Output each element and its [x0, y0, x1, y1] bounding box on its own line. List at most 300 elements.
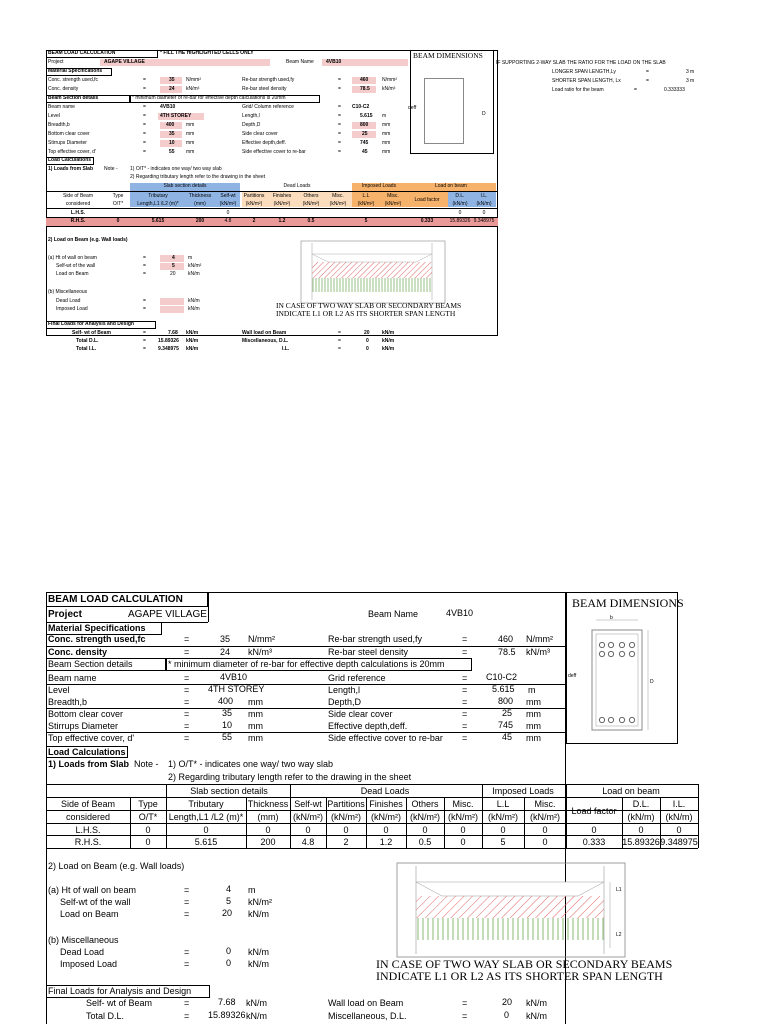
rebar-strength-label: Re-bar strength used,fy: [242, 77, 295, 83]
wall-heading: 2) Load on Beam (e.g. Wall loads): [48, 237, 128, 243]
col-finishes: Finishes: [369, 799, 403, 809]
unit-oth: (kN/m²): [410, 812, 440, 822]
conc-strength-unit: N/mm²: [186, 77, 201, 83]
col-imisc: Misc.: [387, 193, 399, 199]
mm: mm: [248, 721, 263, 731]
slab-heading: 1) Loads from Slab: [48, 759, 130, 769]
misc-heading: (b) Miscellaneous: [48, 935, 119, 945]
final-total-dl-label: Total D.L.: [76, 338, 99, 344]
col-type-1: Type: [112, 193, 124, 199]
wall-load-label: Load on Beam: [56, 271, 89, 277]
breadth-value: 400: [166, 122, 175, 128]
final-misc-dl-label: Miscellaneous, D.L.: [328, 1011, 407, 1021]
breadth-label: Breadth,b: [48, 122, 70, 128]
imposed-group-label: Imposed Loads: [492, 786, 554, 796]
eq: =: [184, 697, 190, 707]
imposed-group-label: Imposed Loads: [361, 183, 397, 189]
grid-line: [46, 684, 566, 685]
eq: =: [646, 69, 649, 75]
grid-line: [482, 784, 483, 848]
lhs-imisc: 0: [542, 825, 548, 835]
eq: =: [143, 298, 146, 304]
grid-line: [290, 784, 291, 848]
mm: mm: [382, 140, 391, 146]
length-value: 5.615: [360, 113, 373, 119]
col-misc: Misc.: [452, 799, 474, 809]
beam-dimensions-title: BEAM DIMENSIONS: [413, 51, 483, 60]
grid-line: [46, 797, 698, 798]
final-wall-value: 20: [364, 330, 370, 336]
stirrups-value: 10: [222, 720, 233, 730]
eq: =: [338, 149, 341, 155]
note-1: 1) O/T* - indicates one way/ two way slab: [168, 759, 334, 769]
eq: =: [143, 104, 146, 110]
unit-fin: (kN/m²): [371, 812, 401, 822]
rhs-selfwt: 4.8: [301, 837, 315, 847]
beam-section-drawing: [566, 612, 678, 742]
rhs-imisc: 0: [542, 837, 548, 847]
rhs-trib: 5.615: [151, 218, 165, 224]
dead-load-value: 0: [226, 946, 232, 956]
section-note: * minimum diameter of re-bar for effective depth calculations is 20mm: [168, 659, 445, 669]
stirrups-value: 10: [169, 140, 175, 146]
length-value: 5.615: [492, 684, 515, 694]
rebar-density-unit: kN/m³: [526, 647, 550, 657]
deff-label: deff: [568, 673, 577, 679]
eq: =: [462, 634, 468, 644]
conc-strength-value: 35: [169, 77, 175, 83]
conc-strength-label: Conc. strength used,fc: [48, 634, 146, 644]
eq: =: [184, 647, 190, 657]
eff-depth-label: Effective depth,deff.: [328, 721, 408, 731]
wall-load-unit: kN/m: [188, 271, 200, 277]
depth-label: Depth,D: [328, 697, 362, 707]
col-dl: D.L.: [632, 799, 650, 809]
unit-oth: (kN/m²): [302, 201, 320, 207]
grid-line: [46, 823, 698, 824]
bottom-cover-value: 35: [169, 131, 175, 137]
unit: kN/m: [186, 330, 199, 336]
slab-heading: 1) Loads from Slab: [48, 166, 94, 172]
eq: =: [143, 338, 146, 344]
drawing-caption-2: INDICATE L1 OR L2 AS ITS SHORTER SPAN LENGTH: [276, 309, 456, 318]
grid-line: [46, 848, 698, 849]
grid-line: [524, 797, 525, 848]
col-imisc: Misc.: [534, 799, 556, 809]
rhs-type: 0: [116, 218, 120, 224]
lhs-side: L.H.S.: [75, 825, 101, 835]
eq: =: [462, 673, 468, 683]
grid-label: Grid reference: [328, 673, 386, 683]
unit-il: (kN/m): [665, 812, 693, 822]
mm: mm: [248, 697, 263, 707]
dead-load-label: Dead Load: [56, 298, 81, 304]
eq: =: [143, 149, 146, 155]
rebar-strength-value: 460: [360, 77, 369, 83]
grid-line: [46, 708, 566, 709]
eq: =: [338, 338, 341, 344]
col-side-2: considered: [65, 812, 111, 822]
col-il: I.L.: [480, 193, 488, 199]
col-loadfactor: Load factor: [414, 197, 440, 203]
eq: =: [462, 685, 468, 695]
unit: kN/m: [382, 346, 395, 352]
deff-label: deff: [408, 105, 417, 111]
lhs-side: L.H.S.: [70, 210, 86, 216]
lhs-dl: 0: [458, 210, 462, 216]
imposed-load-value: 0: [226, 958, 232, 968]
conc-density-value: 24: [169, 86, 175, 92]
conc-density-value: 24: [220, 647, 231, 657]
rebar-density-value: 78.5: [498, 647, 516, 657]
eq: =: [143, 346, 146, 352]
col-selfwt: Self-wt: [294, 799, 322, 809]
top-eff-label: Top effective cover, d': [48, 149, 96, 155]
grid-line: [246, 797, 247, 848]
col-ll: L.L: [496, 799, 510, 809]
beam-name-label: Beam Name: [286, 59, 314, 65]
unit-fin: (kN/m²): [273, 201, 291, 207]
conc-strength-label: Conc. strength used,fc: [48, 77, 99, 83]
grid-line: [130, 797, 131, 848]
eq: =: [143, 122, 146, 128]
eq: =: [338, 77, 341, 83]
section-heading: Beam Section details: [48, 659, 133, 669]
unit-misc: (kN/m²): [329, 201, 347, 207]
final-total-il-value: 9.348975: [158, 346, 179, 352]
grid-line: [326, 797, 327, 848]
unit: kN/m: [382, 330, 395, 336]
fill-note: * FILL THE HIGHLIGHTED CELLS ONLY: [160, 50, 254, 56]
eq: =: [184, 1011, 190, 1021]
conc-density-unit: kN/m³: [248, 647, 272, 657]
lhs-fin: 0: [383, 825, 389, 835]
ratio-label: Load ratio for the beam: [552, 87, 604, 93]
col-trib-2: Length,L1 /L2 (m)*: [137, 201, 179, 207]
level-label: Level: [48, 685, 70, 695]
col-others: Others: [303, 193, 319, 199]
col-trib-1: Tributary: [188, 799, 224, 809]
eq: =: [143, 271, 146, 277]
top-eff-value: 55: [222, 732, 233, 742]
grid-line: [622, 797, 623, 848]
final-selfwt-value: 7.68: [168, 330, 178, 336]
rebar-density-label: Re-bar steel density: [328, 647, 409, 657]
breadth-dim-label: b: [610, 615, 613, 621]
wall-heading: 2) Load on Beam (e.g. Wall loads): [48, 861, 185, 871]
top-eff-label: Top effective cover, d': [48, 733, 135, 743]
grid-value: C10-C2: [352, 104, 370, 110]
wall-selfwt-label: Self-wt of the wall: [60, 897, 131, 907]
rhs-ll: 5: [364, 218, 368, 224]
lhs-part: 0: [343, 825, 349, 835]
col-trib-1: Tributary: [148, 193, 168, 199]
note-2: 2) Regarding tributary length refer to the drawing in the sheet: [168, 772, 412, 782]
rhs-lf: 0.333: [420, 218, 434, 224]
eq: =: [143, 131, 146, 137]
lhs-misc: 0: [460, 825, 466, 835]
shorter-unit: m: [690, 78, 695, 84]
grid-value: C10-C2: [486, 672, 518, 682]
unit: kN/m: [186, 346, 199, 352]
unit-imisc: (kN/m²): [384, 201, 402, 207]
top-eff-value: 55: [169, 149, 175, 155]
unit-dl: (kN/m): [627, 812, 655, 822]
eq: =: [184, 998, 190, 1008]
bottom-cover-value: 35: [222, 708, 233, 718]
shorter-value: 3: [686, 78, 689, 84]
eq: =: [634, 87, 637, 93]
mm: mm: [382, 149, 391, 155]
lhs-ll: 0: [500, 825, 506, 835]
col-partitions: Partitions: [327, 799, 365, 809]
rhs-fin: 1.2: [379, 837, 393, 847]
col-type-2: O/T*: [138, 812, 158, 822]
lhs-selfwt: 0: [226, 210, 230, 216]
mm: mm: [526, 721, 541, 731]
kn-m: kN/m: [188, 306, 200, 312]
drawing-caption-1: IN CASE OF TWO WAY SLAB OR SECONDARY BEAMS: [276, 301, 462, 310]
slab-group-label: Slab section details: [163, 183, 207, 189]
rhs-il: 9.348975: [473, 218, 495, 224]
col-finishes: Finishes: [272, 193, 292, 199]
eff-depth-value: 745: [498, 720, 514, 730]
unit: kN/m: [526, 998, 547, 1008]
beam-name-label: Beam Name: [368, 609, 419, 619]
rhs-oth: 0.5: [307, 218, 315, 224]
level-value: 4TH STOREY: [208, 684, 265, 694]
unit-misc: (kN/m²): [448, 812, 478, 822]
eq: =: [184, 673, 190, 683]
imposed-load-label: Imposed Load: [60, 959, 118, 969]
unit: kN/m: [246, 998, 267, 1008]
col-trib-2: Length,L1 /L2 (m)*: [168, 812, 244, 822]
grid-line: [366, 797, 367, 848]
note-label: Note -: [104, 166, 118, 172]
eq: =: [184, 947, 190, 957]
eq: =: [184, 959, 190, 969]
material-heading: Material Specifications: [48, 68, 103, 74]
wall-load-unit: kN/m: [248, 909, 269, 919]
unit-part: (kN/m²): [245, 201, 263, 207]
breadth-value: 400: [218, 696, 234, 706]
eq: =: [184, 733, 190, 743]
eq: =: [462, 998, 468, 1008]
wall-ht-label: (a) Ht of wall on beam: [48, 255, 97, 261]
wall-ht-value: 4: [172, 255, 175, 261]
eq: =: [462, 697, 468, 707]
final-il-label: I.L.: [282, 346, 290, 352]
col-side-1: Side of Beam: [62, 193, 94, 199]
col-il: I.L.: [672, 799, 686, 809]
rhs-selfwt: 4.8: [224, 218, 232, 224]
final-total-il-label: Total I.L.: [76, 346, 97, 352]
eq: =: [462, 647, 468, 657]
col-side-2: considered: [65, 201, 91, 207]
col-ll: L.L: [362, 193, 370, 199]
length-unit: m: [382, 113, 387, 119]
kn-m: kN/m: [248, 959, 269, 969]
lhs-il: 0: [482, 210, 486, 216]
unit-selfwt: (kN/m²): [219, 201, 237, 207]
drawing-caption-2: INDICATE L1 OR L2 AS ITS SHORTER SPAN LENGTH: [376, 969, 663, 983]
beam-group-label: Load on beam: [435, 183, 467, 189]
dead-load-label: Dead Load: [60, 947, 105, 957]
grid-line: [46, 784, 698, 785]
rhs-misc: 0: [460, 837, 466, 847]
load-calc-heading: Load Calculations: [48, 747, 126, 757]
length-label: Length,l: [242, 113, 260, 119]
unit: kN/m: [186, 338, 199, 344]
side-cover-value: 25: [362, 131, 368, 137]
final-total-dl-value: 15.89326: [158, 338, 179, 344]
rhs-part: 2: [343, 837, 349, 847]
col-thick-1: Thickness: [247, 799, 289, 809]
wall-ht-unit: m: [188, 255, 193, 261]
final-wall-label: Wall load on Beam: [242, 330, 287, 336]
lhs-thick: 0: [265, 825, 271, 835]
longer-label: LONGER SPAN LENGTH,Ly: [552, 69, 616, 75]
length-label: Length,l: [328, 685, 361, 695]
grid-line: [406, 797, 407, 848]
unit-dl: (kN/m): [452, 201, 468, 207]
wall-ht-value: 4: [226, 884, 232, 894]
eff-depth-label: Effective depth,deff.: [242, 140, 287, 146]
wall-selfwt-value: 5: [226, 896, 232, 906]
rebar-strength-unit: N/mm²: [526, 634, 553, 644]
length-unit: m: [528, 685, 536, 695]
sheet-title: BEAM LOAD CALCULATION: [48, 594, 183, 605]
dead-group-label: Dead Loads: [283, 183, 311, 189]
longer-unit: m: [690, 69, 695, 75]
eq: =: [184, 685, 190, 695]
beam-group-label: Load on beam: [602, 786, 660, 796]
eq: =: [462, 721, 468, 731]
dead-group-label: Dead Loads: [360, 786, 410, 796]
rhs-part: 2: [252, 218, 256, 224]
mm: mm: [248, 709, 263, 719]
final-heading: Final Loads for Analysis and Design: [48, 986, 192, 996]
eq: =: [462, 733, 468, 743]
rhs-side: R.H.S.: [70, 218, 86, 224]
stirrups-label: Stirrups Diameter: [48, 721, 119, 731]
depth-value: 800: [498, 696, 514, 706]
unit-il: (kN/m): [476, 201, 492, 207]
rebar-strength-unit: N/mm²: [382, 77, 397, 83]
mm: mm: [186, 131, 195, 137]
beam-name-row-value: 4VB10: [220, 672, 248, 682]
lhs-lf: 0: [591, 825, 597, 835]
eq: =: [338, 346, 341, 352]
eq: =: [143, 77, 146, 83]
wall-load-label: Load on Beam: [60, 909, 119, 919]
final-wall-value: 20: [502, 997, 513, 1007]
depth-dim-label: D: [482, 111, 486, 117]
eff-depth-value: 745: [360, 140, 369, 146]
misc-heading: (b) Miscellaneous: [48, 289, 88, 295]
slab-group-label: Slab section details: [190, 786, 268, 796]
eq: =: [338, 122, 341, 128]
drawing-caption-1: IN CASE OF TWO WAY SLAB OR SECONDARY BEAMS: [376, 957, 673, 971]
mm: mm: [526, 709, 541, 719]
beam-name-row-label: Beam name: [48, 104, 75, 110]
side-cover-label: Side clear cover: [328, 709, 393, 719]
mm: mm: [186, 149, 195, 155]
conc-density-unit: kN/m³: [186, 86, 200, 92]
rhs-side: R.H.S.: [74, 837, 102, 847]
project-value: AGAPE VILLAGE: [128, 609, 207, 620]
shorter-label: SHORTER SPAN LENGTH, Lx: [552, 78, 621, 84]
col-misc: Misc.: [332, 193, 344, 199]
lhs-dl: 0: [638, 825, 644, 835]
unit-ll: (kN/m²): [357, 201, 375, 207]
col-dl: D.L.: [455, 193, 465, 199]
eq: =: [462, 709, 468, 719]
eq: =: [184, 897, 190, 907]
unit: kN/m: [382, 338, 395, 344]
eq: =: [338, 140, 341, 146]
unit-imisc: (kN/m²): [530, 812, 560, 822]
mm: mm: [526, 697, 541, 707]
wall-load-value: 20: [170, 271, 176, 277]
eq: =: [338, 113, 341, 119]
eq: =: [143, 140, 146, 146]
eq: =: [143, 306, 146, 312]
eq: =: [143, 86, 146, 92]
stirrups-label: Stirrups Diameter: [48, 140, 87, 146]
eq: =: [338, 104, 341, 110]
rhs-type: 0: [145, 837, 151, 847]
beam-name-value: 4VB10: [326, 59, 342, 65]
eq: =: [646, 78, 649, 84]
final-selfwt-value: 7.68: [218, 997, 236, 1007]
material-heading: Material Specifications: [48, 623, 146, 633]
section-heading: Beam Section details: [48, 95, 99, 101]
depth-label: Depth,D: [242, 122, 261, 128]
col-side-1: Side of Beam: [60, 799, 116, 809]
unit: kN/m: [526, 1011, 547, 1021]
final-heading: Final Loads for Analysis and Design: [48, 321, 134, 327]
final-misc-dl-value: 0: [366, 338, 369, 344]
breadth-label: Breadth,b: [48, 697, 88, 707]
mm: mm: [248, 733, 263, 743]
unit-selfwt: (kN/m²): [293, 812, 323, 822]
eq: =: [184, 634, 190, 644]
side-cover-label: Side clear cover: [242, 131, 278, 137]
longer-value: 3: [686, 69, 689, 75]
note-2: 2) Regarding tributary length refer to the drawing in the sheet: [130, 174, 266, 180]
project-value: AGAPE VILLAGE: [104, 59, 145, 65]
note-1: 1) O/T* - indicates one way/ two way slab: [130, 166, 222, 172]
grid-line: [698, 784, 699, 848]
grid-line: [46, 646, 566, 647]
rhs-dl: 15.89326: [449, 218, 471, 224]
sheet-title: BEAM LOAD CALCULATION: [48, 50, 116, 56]
rhs-oth: 0.5: [418, 837, 432, 847]
slab-drawing: [396, 862, 626, 958]
col-thick-2: (mm): [257, 812, 279, 822]
unit-ll: (kN/m²): [488, 812, 518, 822]
grid-line: [46, 835, 698, 836]
eq: =: [143, 330, 146, 336]
depth-dim-label: D: [650, 679, 654, 685]
bottom-cover-label: Bottom clear cover: [48, 131, 90, 137]
side-eff-value: 45: [502, 732, 513, 742]
side-eff-label: Side effective cover to re-bar: [328, 733, 443, 743]
col-thick-2: (mm): [194, 201, 206, 207]
eq: =: [143, 255, 146, 261]
col-selfwt: Self-wt: [220, 193, 236, 199]
